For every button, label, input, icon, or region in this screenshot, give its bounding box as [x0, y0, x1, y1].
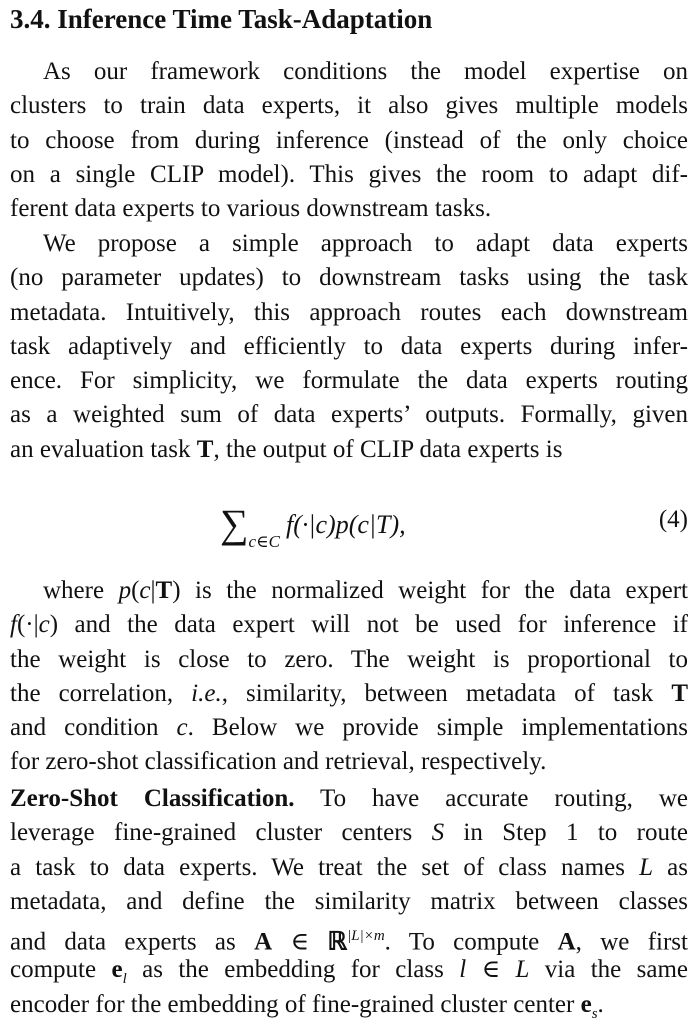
- paragraph-4-line: compute $e_l$ as the embedding for class l ∈ L via the same: [10, 956, 688, 988]
- paragraph-1-line: on a single CLIP model). This gives the room to adapt dif-: [10, 160, 688, 188]
- paragraph-2-line: as a weighted sum of data experts’ outputs. Formally, given: [10, 401, 688, 429]
- equation-body: f(·|c)p(c|T),: [285, 510, 406, 539]
- paragraph-1: [10, 55, 688, 226]
- paragraph-3-line: and condition c. Below we provide simple implementations: [10, 714, 689, 742]
- equation-expression: [220, 496, 406, 551]
- paragraph-3-line: f(·|c) and the data expert will not be used for inference if: [10, 611, 688, 639]
- paragraph-3-line: where p(c|T) is the normalized weight for the data expert: [43, 577, 688, 604]
- paragraph-4-line: encoder for the embedding of fine-grained cluster center $e_s$.: [10, 990, 604, 1022]
- paragraph-3-line: the correlation, i.e., similarity, between metadata of task T: [10, 679, 688, 707]
- paragraph-2-line: metadata. Intuitively, this approach routes each downstream: [10, 298, 688, 326]
- paragraph-3-line: the weight is close to zero. The weight is proportional to: [10, 645, 688, 673]
- paragraph-2-line: We propose a simple approach to adapt data experts: [43, 230, 688, 257]
- paragraph-1-line: ferent data experts to various downstream tasks.: [10, 195, 492, 223]
- paragraph-4-line: a task to data experts. We treat the set of class names L as: [10, 853, 688, 881]
- run-in-heading: Zero-Shot Classification.: [10, 785, 295, 812]
- paragraph-4-line: Zero-Shot Classification. To have accurate routing, we: [10, 785, 688, 812]
- paragraph-4-line: metadata, and define the similarity matrix between classes: [10, 887, 688, 915]
- equation-4: [10, 492, 688, 552]
- summation-symbol: ∑: [220, 501, 249, 546]
- summation-subscript: c∈C: [248, 532, 280, 551]
- paragraph-1-line: As our framework conditions the model expertise on: [43, 58, 688, 85]
- paragraph-1-line: clusters to train data experts, it also gives multiple models: [10, 92, 688, 120]
- paragraph-3: [10, 574, 688, 780]
- paragraph-4: [10, 782, 688, 1022]
- paragraph-4-line: leverage fine-grained cluster centers S in Step 1 to route: [10, 819, 688, 847]
- paragraph-2: [10, 227, 688, 467]
- paragraph-2-line: ence. For simplicity, we formulate the data experts routing: [10, 367, 688, 395]
- paragraph-2-line: (no parameter updates) to downstream tasks using the task: [10, 264, 688, 292]
- paragraph-2-line: an evaluation task T, the output of CLIP data experts is: [10, 435, 563, 463]
- equation-number: (4): [658, 506, 688, 533]
- section-heading: 3.4. Inference Time Task-Adaptation: [10, 4, 433, 34]
- paragraph-1-line: to choose from during inference (instead of the only choice: [10, 126, 688, 154]
- paragraph-2-line: task adaptively and efficiently to data experts during infer-: [10, 332, 688, 360]
- paragraph-3-line: for zero-shot classification and retrieval, respectively.: [10, 748, 547, 776]
- paragraph-4-line: and data experts as A ∈ ℝ$^{|L|\times m}$. To compute A, we first: [10, 928, 688, 956]
